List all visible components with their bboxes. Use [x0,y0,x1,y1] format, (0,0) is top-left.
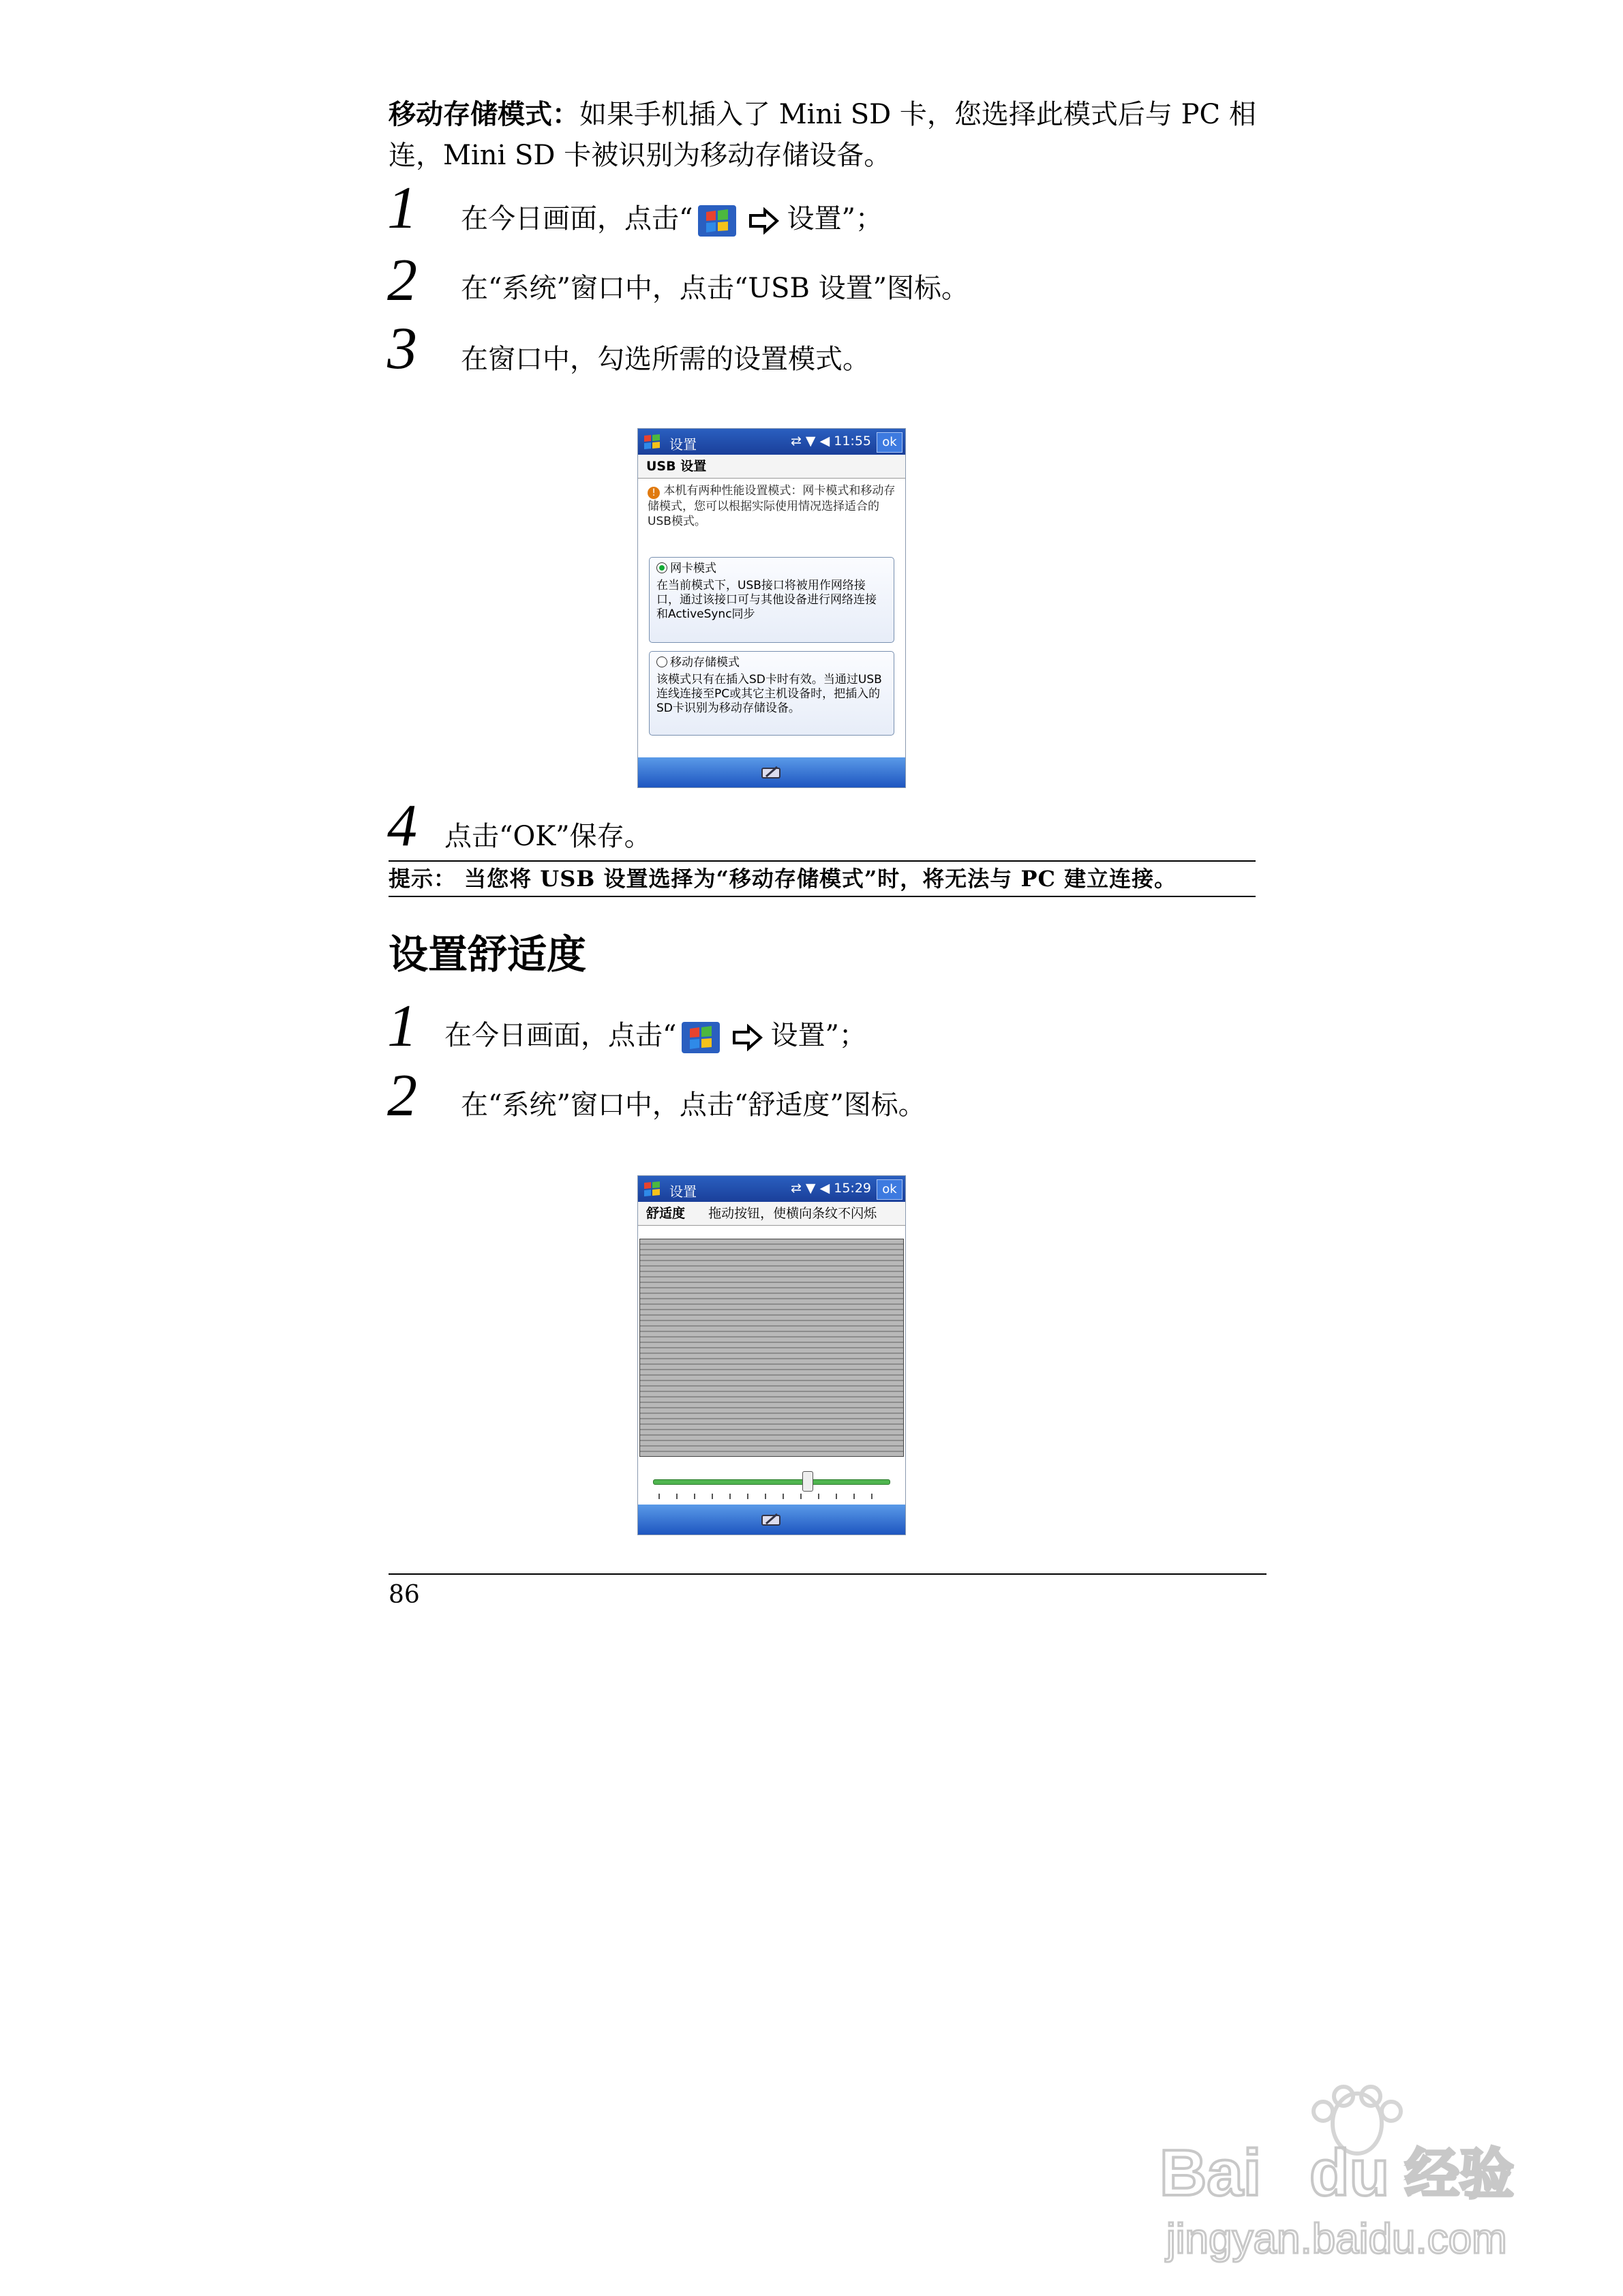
comfort-settings-screenshot [637,1175,906,1535]
windows-start-icon [680,1021,721,1055]
footer-rule [389,1573,1266,1575]
arrow-right-icon [732,1024,763,1051]
step-text: 在“系统”窗口中，点击“舒适度”图标。 [461,1089,926,1121]
step-text: 在窗口中，勾选所需的设置模式。 [461,344,870,375]
ok-button[interactable]: ok [877,1179,902,1200]
status-area: ⇄ ▼ ◀ 11:55 [790,434,871,449]
step-text-post: 设置”； [770,1020,866,1051]
bottom-menu-bar [638,1505,905,1535]
subtitle-hint: 拖动按钮，使横向条纹不闪烁 [708,1206,877,1221]
keyboard-icon[interactable] [759,763,784,782]
info-icon: ! [648,487,660,499]
baidu-jingyan-watermark [1153,2076,1534,2280]
title-bar [638,429,905,455]
comfort-slider-thumb[interactable] [802,1471,813,1492]
step-text-pre: 在今日画面，点击“ [444,1020,677,1051]
option-title: 移动存储模式 [670,656,740,669]
option-description: 在当前模式下，USB接口将被用作网络接口，通过该接口可与其他设备进行网络连接和ActiveSync同步 [656,579,877,621]
windows-start-icon [642,432,663,451]
clock: 11:55 [834,434,871,449]
bottom-menu-bar [638,757,905,787]
slider-ticks [658,1494,885,1499]
option-description: 该模式只有在插入SD卡时有效。当通过USB 连线连接至PC或其它主机设备时，把插入的SD卡识别为移动存储设备。 [656,673,882,715]
step-text: 点击“OK”保存。 [444,821,652,852]
option-network-mode[interactable] [649,557,894,643]
option-storage-mode[interactable] [649,651,894,736]
intro-text: 如果手机插入了 Mini SD 卡，您选择此模式后与 PC 相连，Mini SD 卡被识别为移动存储设备。 [389,99,1256,171]
tip-note: 提示： 当您将 USB 设置选择为“移动存储模式”时，将无法与 PC 建立连接。 [389,860,1256,897]
step-number: 2 [387,247,417,314]
watermark-brand: Bai [1159,2136,1262,2209]
page-number: 86 [389,1581,420,1609]
option-title: 网卡模式 [670,562,716,575]
step-text-pre: 在今日画面，点击“ [461,203,693,235]
step-text [461,202,883,238]
step-number: 1 [387,993,417,1059]
page-subtitle [638,1202,905,1226]
info-text-block [648,483,896,529]
intro-bold-label: 移动存储模式： [389,99,579,130]
comfort-slider-track[interactable] [653,1479,890,1485]
radio-selected-icon[interactable] [656,562,667,573]
flicker-test-pattern [639,1239,904,1457]
watermark-url: jingyan.baidu.com [1166,2216,1507,2263]
page-subtitle: USB 设置 [638,455,905,479]
step-text-post: 设置”； [787,203,883,235]
step-number: 3 [387,316,417,382]
clock: 15:29 [834,1181,871,1196]
step-number: 2 [387,1063,417,1129]
watermark-brand-2: du [1309,2136,1390,2209]
step-number: 4 [387,793,417,859]
ok-button[interactable]: ok [877,432,902,453]
arrow-right-icon [748,207,780,235]
section-heading: 设置舒适度 [389,931,587,978]
status-area: ⇄ ▼ ◀ 15:29 [790,1181,871,1196]
info-text: 本机有两种性能设置模式：网卡模式和移动存储模式，您可以根据实际使用情况选择适合的USB模式。 [648,484,896,528]
watermark-suffix: 经验 [1405,2143,1514,2206]
radio-unselected-icon[interactable] [656,656,667,667]
subtitle-label: 舒适度 [646,1206,686,1221]
title-bar [638,1176,905,1202]
step-text [444,1018,866,1055]
intro-paragraph [389,94,1275,176]
window-title: 设置 [669,436,697,453]
window-title: 设置 [669,1183,697,1200]
usb-settings-screenshot [637,428,906,788]
windows-start-icon [642,1179,663,1198]
step-number: 1 [387,175,417,241]
windows-start-icon [697,204,738,238]
step-text: 在“系统”窗口中，点击“USB 设置”图标。 [461,273,969,304]
keyboard-icon[interactable] [759,1510,784,1529]
